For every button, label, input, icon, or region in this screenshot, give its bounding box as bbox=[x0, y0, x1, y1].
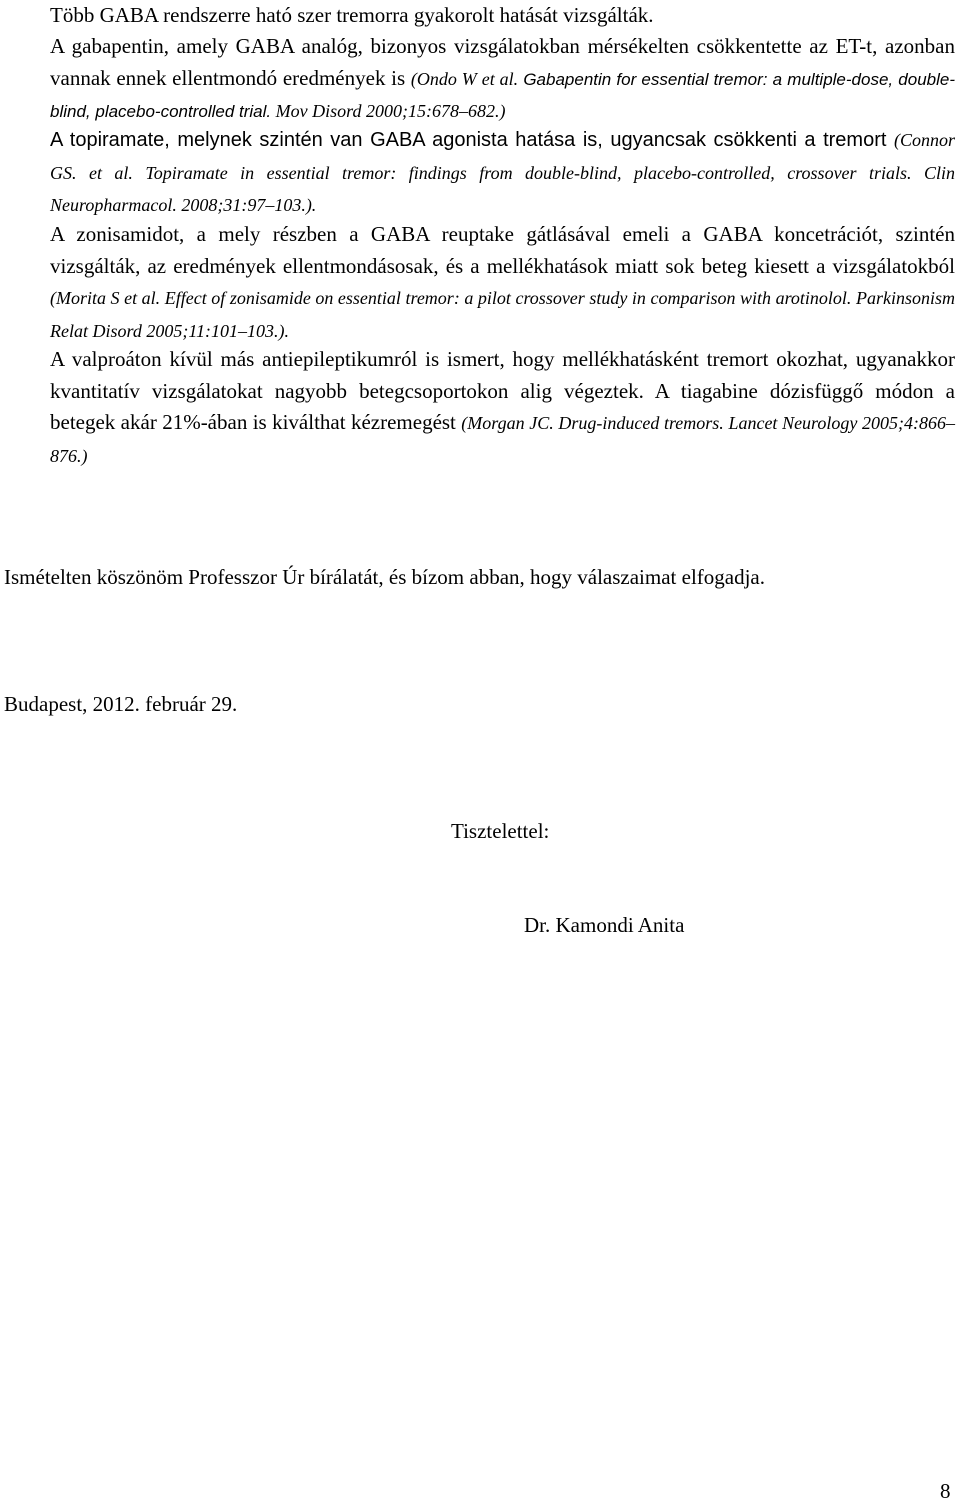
gabapentin-cite-title: Gabapentin for essential tremor: a multiple-dose, double-blind, placebo-controlled trial. bbox=[50, 69, 956, 121]
closing-salutation: Tisztelettel: bbox=[451, 819, 550, 843]
paragraph-gabapentin bbox=[50, 31, 955, 128]
closing-signature: Dr. Kamondi Anita bbox=[524, 913, 685, 937]
closing-thanks: Ismételten köszönöm Professzor Úr bírálatát, és bízom abban, hogy válaszaimat elfogadja. bbox=[4, 565, 766, 589]
topiramate-cite-journal: Clin Neuropharmacol. 2008;31:97–103.). bbox=[50, 162, 955, 215]
zonisamide-cite-title: Effect of zonisamide on essential tremor: a pilot crossover study in comparison with arotinolol. bbox=[160, 288, 852, 308]
paragraph-gaba-intro bbox=[50, 0, 955, 32]
zonisamide-text: A zonisamidot, a mely részben a GABA reuptake gátlásával emeli a GABA koncetrációt, szintén vizsgálták, az eredmények ellentmondásosak, és a mellékhatások miatt sok beteg kiesett a vizsgálatokból bbox=[50, 222, 955, 278]
paragraph-antiepileptics bbox=[50, 344, 955, 472]
page-number: 8 bbox=[940, 1479, 951, 1503]
antiepileptics-text: A valproáton kívül más antiepileptikumról is ismert, hogy mellékhatásként tremort okozhat, ugyanakkor kvantitatív vizsgálatokat nagyobb betegcsoportokon alig végeztek. A tiagabine dózisfüggő módon a betegek akár 21%-ában is kiválthat kézremegést bbox=[50, 347, 955, 434]
antiepileptics-cite: (Morgan JC. Drug-induced tremors. Lancet Neurology 2005;4:866–876.) bbox=[50, 413, 956, 466]
topiramate-cite-authors: (Connor GS. et al. bbox=[50, 130, 955, 183]
zonisamide-cite-authors: (Morita S et al. bbox=[50, 288, 161, 308]
gabapentin-cite-authors: (Ondo W et al. bbox=[410, 68, 519, 89]
zonisamide-cite-journal: Parkinsonism Relat Disord 2005;11:101–103.). bbox=[50, 288, 955, 341]
gabapentin-cite-journal: Mov Disord 2000;15:678–682.) bbox=[271, 101, 506, 121]
topiramate-cite-title: Topiramate in essential tremor: findings from double-blind, placebo-controlled, crossover trials. bbox=[132, 162, 912, 183]
topiramate-text: A topiramate, melynek szintén van GABA agonista hatása is, ugyancsak csökkenti a tremort bbox=[50, 129, 894, 151]
paragraph-zonisamide bbox=[50, 219, 955, 347]
paragraph-topiramate bbox=[50, 124, 955, 222]
closing-place-date: Budapest, 2012. február 29. bbox=[4, 692, 238, 716]
gabapentin-text: A gabapentin, amely GABA analóg, bizonyos vizsgálatokban mérsékelten csökkentette az ET-t, azonban vannak ennek ellentmondó eredmények is bbox=[50, 34, 955, 90]
intro-sentence: Több GABA rendszerre ható szer tremorra gyakorolt hatását vizsgálták. bbox=[50, 3, 654, 27]
